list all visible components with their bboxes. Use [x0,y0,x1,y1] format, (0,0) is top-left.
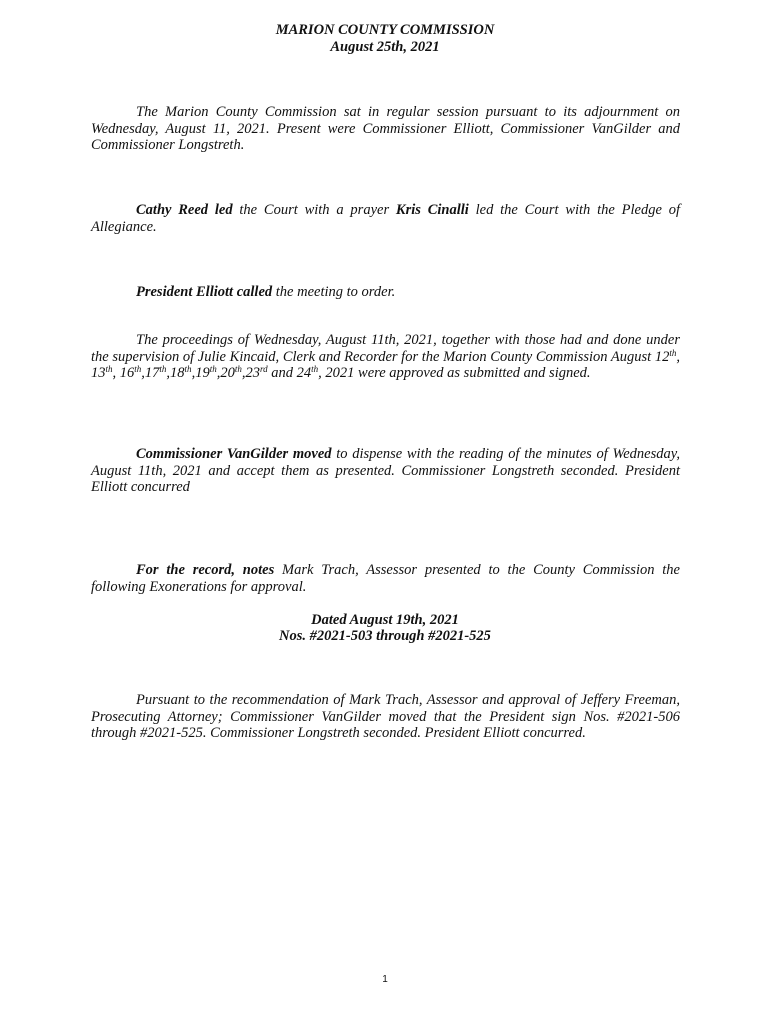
paragraph-exonerations [91,562,680,595]
paragraph-text: Pursuant to the recommendation of Mark Trach, Assessor and approval of Jeffery Freeman, Prosecuting Attorney; Commissioner VanGilder moved that the President sign Nos. #2021-506 through #2021-525. Commissioner Longstreth seconded. President Elliott concurred. [91,692,680,742]
bold-phrase: Kris Cinalli [395,202,469,218]
paragraph-text: ,17 [141,365,160,382]
paragraph-text: , 13 [91,348,680,382]
paragraph-text: , 16 [112,365,135,382]
paragraph-text: ,18 [166,365,185,382]
paragraph-minutes-motion [91,446,680,496]
paragraph-proceedings [91,332,680,382]
paragraph-text: The Marion County Commission sat in regular session pursuant to its adjournment on Wednesday, August 11, 2021. Present were Commissioner Elliott, Commissioner VanGilder and Commissioner Longstreth. [91,104,680,154]
bold-phrase: Commissioner VanGilder moved [136,446,332,462]
paragraph-text: the Court with a prayer [232,202,396,218]
bold-phrase: President Elliott called [136,284,273,300]
bold-phrase: Cathy Reed led [136,202,233,218]
ordinal-suffix: th [209,364,217,375]
document-date: August 25th, 2021 [330,39,440,55]
ordinal-suffix: th [184,364,192,375]
ordinal-suffix: th [234,364,242,375]
ordinal-suffix: th [134,364,142,375]
paragraph-text: led the Court with the Pledge of Allegiance. [91,202,680,235]
paragraph-text: ,19 [191,365,210,382]
ordinal-suffix: th [669,347,677,358]
paragraph-recommendation [91,692,680,742]
paragraph-prayer [91,202,680,235]
paragraph-text: and 24 [267,365,312,382]
ordinal-suffix: th [159,364,167,375]
paragraph-text: , 2021 were approved as submitted and signed. [318,365,591,382]
ordinal-suffix: th [105,364,113,375]
exoneration-date: Dated August 19th, 2021 [311,612,459,628]
ordinal-suffix: th [311,364,319,375]
exoneration-numbers: Nos. #2021-503 through #2021-525 [279,628,491,644]
paragraph-session [91,104,680,154]
paragraph-call-to-order [91,284,680,301]
paragraph-text: Mark Trach, Assessor presented to the County Commission the following Exonerations for approval. [91,562,680,595]
paragraph-text: the meeting to order. [272,284,396,300]
bold-phrase: For the record, notes [136,562,275,578]
ordinal-suffix: rd [259,364,268,375]
page-number: 1 [382,974,388,985]
paragraph-text: ,23 [241,365,260,382]
document-title: MARION COUNTY COMMISSION [275,22,495,38]
paragraph-text: ,20 [216,365,235,382]
paragraph-text: to dispense with the reading of the minutes of Wednesday, August 11th, 2021 and accept them as presented. Commissioner Longstreth seconded. President Elliott concurred [91,446,680,496]
paragraph-text: The proceedings of Wednesday, August 11th, 2021, together with those had and done under the supervision of Julie Kincaid, Clerk and Recorder for the Marion County Commission August 12 [91,332,680,365]
